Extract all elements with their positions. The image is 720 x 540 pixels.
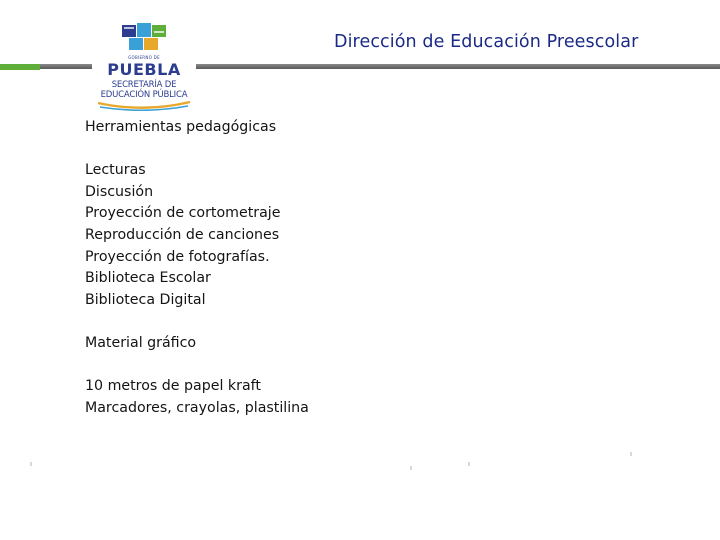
list-item: Lecturas [85, 162, 146, 179]
section-title-materials: Material gráfico [85, 334, 197, 351]
sep-puebla-logo [92, 20, 196, 112]
page-header-title: Dirección de Educación Preescolar [334, 32, 639, 52]
list-item: Reproducción de canciones [85, 226, 280, 243]
spacer [85, 311, 309, 333]
spacer [85, 355, 309, 377]
list-item: Proyección de cortometraje [85, 205, 281, 222]
spacer [85, 139, 309, 161]
logo-swoosh-icon [96, 99, 192, 111]
scan-artifact [630, 452, 632, 456]
list-item: 10 metros de papel kraft [85, 378, 261, 395]
list-item: Proyección de fotografías. [85, 248, 270, 265]
logo-small-text: GOBIERNO DE [128, 55, 160, 60]
header-divider-accent [0, 64, 40, 70]
logo-emblem-icon [120, 22, 168, 52]
list-item: Biblioteca Digital [85, 291, 206, 308]
scan-artifact [468, 462, 470, 466]
scan-artifact [410, 466, 412, 470]
logo-puebla-text: PUEBLA [107, 60, 181, 79]
logo-educacion-text: EDUCACIÓN PÚBLICA [100, 90, 188, 100]
list-item: Biblioteca Escolar [85, 270, 211, 287]
list-item: Discusión [85, 183, 154, 200]
section-title-tools: Herramientas pedagógicas [85, 119, 277, 135]
list-item: Marcadores, crayolas, plastilina [85, 399, 309, 416]
content-block [85, 117, 309, 419]
logo-secretaria-text: SECRETARÍA DE [111, 80, 177, 90]
scan-artifact [30, 462, 32, 466]
